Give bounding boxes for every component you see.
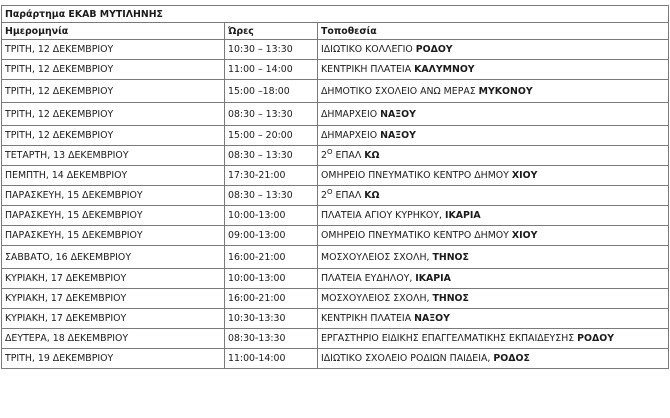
table-header-row bbox=[2, 23, 669, 40]
date-cell: ΠΑΡΑΣΚΕΥΗ, 15 ΔΕΚΕΜΒΡΙΟΥ bbox=[2, 206, 225, 226]
location-text: ΕΡΓΑΣΤΗΡΙΟ ΕΙΔΙΚΗΣ ΕΠΑΓΓΕΛΜΑΤΙΚΗΣ ΕΚΠΑΙΔΕΥΣΗΣ bbox=[321, 333, 578, 344]
location-text: ΠΛΑΤΕΙΑ ΕΥΔΗΛΟΥ, bbox=[321, 273, 416, 284]
table-row bbox=[2, 60, 669, 80]
location-text: ΟΜΗΡΕΙΟ ΠΝΕΥΜΑΤΙΚΟ ΚΕΝΤΡΟ ΔΗΜΟΥ bbox=[321, 170, 512, 181]
table-row bbox=[2, 40, 669, 60]
table-row bbox=[2, 166, 669, 186]
hours-cell: 10:30 – 13:30 bbox=[225, 40, 318, 60]
location-text: ΕΠΑΛ bbox=[332, 150, 365, 161]
hours-cell: 08:30 – 13:30 bbox=[225, 146, 318, 166]
location-text: ΟΜΗΡΕΙΟ ΠΝΕΥΜΑΤΙΚΟ ΚΕΝΤΡΟ ΔΗΜΟΥ bbox=[321, 230, 512, 241]
date-cell: ΤΡΙΤΗ, 12 ΔΕΚΕΜΒΡΙΟΥ bbox=[2, 60, 225, 80]
date-cell: ΚΥΡΙΑΚΗ, 17 ΔΕΚΕΜΒΡΙΟΥ bbox=[2, 269, 225, 289]
date-cell: ΤΡΙΤΗ, 12 ΔΕΚΕΜΒΡΙΟΥ bbox=[2, 126, 225, 146]
hours-cell: 08:30-13:30 bbox=[225, 329, 318, 349]
table-row bbox=[2, 226, 669, 246]
location-text: ΜΟΣΧΟΥΛΕΙΟΣ ΣΧΟΛΗ, bbox=[321, 293, 433, 304]
date-cell: ΔΕΥΤΕΡΑ, 18 ΔΕΚΕΜΒΡΙΟΥ bbox=[2, 329, 225, 349]
date-cell: ΤΡΙΤΗ, 12 ΔΕΚΕΜΒΡΙΟΥ bbox=[2, 103, 225, 126]
location-cell bbox=[318, 186, 669, 206]
date-cell: ΠΕΜΠΤΗ, 14 ΔΕΚΕΜΒΡΙΟΥ bbox=[2, 166, 225, 186]
hours-cell: 10:00-13:00 bbox=[225, 206, 318, 226]
hours-cell: 08:30 – 13:30 bbox=[225, 103, 318, 126]
hours-cell: 16:00-21:00 bbox=[225, 246, 318, 269]
location-cell bbox=[318, 80, 669, 103]
table-row bbox=[2, 103, 669, 126]
location-place: ΜΥΚΟΝΟΥ bbox=[478, 85, 533, 97]
location-place: ΝΑΞΟΥ bbox=[380, 130, 416, 141]
location-text: ΙΔΙΩΤΙΚΟ ΚΟΛΛΕΓΙΟ bbox=[321, 44, 416, 55]
location-text: ΔΗΜΑΡΧΕΙΟ bbox=[321, 130, 381, 141]
hours-cell: 09:00-13:00 bbox=[225, 226, 318, 246]
ordinal-suffix: Ο bbox=[326, 188, 333, 196]
table-row bbox=[2, 80, 669, 103]
hours-cell: 08:30 – 13:30 bbox=[225, 186, 318, 206]
table-row bbox=[2, 206, 669, 226]
location-text: ΠΛΑΤΕΙΑ ΑΓΙΟΥ ΚΥΡΗΚΟΥ, bbox=[321, 210, 445, 221]
table-row bbox=[2, 329, 669, 349]
schedule-table bbox=[1, 5, 669, 369]
location-cell bbox=[318, 289, 669, 309]
date-cell: ΠΑΡΑΣΚΕΥΗ, 15 ΔΕΚΕΜΒΡΙΟΥ bbox=[2, 186, 225, 206]
table-row bbox=[2, 126, 669, 146]
ordinal-suffix: Ο bbox=[326, 148, 333, 156]
location-cell bbox=[318, 146, 669, 166]
location-cell bbox=[318, 226, 669, 246]
location-place: ΙΚΑΡΙΑ bbox=[444, 210, 481, 221]
location-cell bbox=[318, 269, 669, 289]
location-text: ΜΟΣΧΟΥΛΕΙΟΣ ΣΧΟΛΗ, bbox=[321, 251, 433, 263]
column-header-date: Ημερομηνία bbox=[2, 23, 225, 40]
date-cell: ΚΥΡΙΑΚΗ, 17 ΔΕΚΕΜΒΡΙΟΥ bbox=[2, 289, 225, 309]
location-place: ΧΙΟΥ bbox=[511, 170, 538, 181]
hours-cell: 10:30-13:30 bbox=[225, 309, 318, 329]
location-place: ΤΗΝΟΣ bbox=[432, 293, 469, 304]
column-header-location: Τοποθεσία bbox=[318, 23, 669, 40]
date-cell: ΚΥΡΙΑΚΗ, 17 ΔΕΚΕΜΒΡΙΟΥ bbox=[2, 309, 225, 329]
location-cell bbox=[318, 60, 669, 80]
location-cell bbox=[318, 206, 669, 226]
location-text: ΙΔΙΩΤΙΚΟ ΣΧΟΛΕΙΟ ΡΟΔΙΩΝ ΠΑΙΔΕΙΑ, bbox=[321, 353, 494, 364]
location-place: ΙΚΑΡΙΑ bbox=[415, 273, 451, 284]
table-title-row bbox=[2, 6, 669, 23]
location-place: ΧΙΟΥ bbox=[511, 230, 538, 241]
location-text: ΔΗΜΑΡΧΕΙΟ bbox=[321, 108, 381, 120]
table-row bbox=[2, 246, 669, 269]
table-row bbox=[2, 349, 669, 369]
hours-cell: 11:00 – 14:00 bbox=[225, 60, 318, 80]
table-row bbox=[2, 186, 669, 206]
date-cell: ΤΡΙΤΗ, 12 ΔΕΚΕΜΒΡΙΟΥ bbox=[2, 80, 225, 103]
hours-cell: 16:00-21:00 bbox=[225, 289, 318, 309]
location-text: ΚΕΝΤΡΙΚΗ ΠΛΑΤΕΙΑ bbox=[321, 313, 415, 324]
location-place: ΚΑΛΥΜΝΟΥ bbox=[414, 64, 475, 75]
location-cell bbox=[318, 166, 669, 186]
ordinal-number: 2 bbox=[321, 150, 327, 161]
date-cell: ΣΑΒΒΑΤΟ, 16 ΔΕΚΕΜΒΡΙΟΥ bbox=[2, 246, 225, 269]
table-row bbox=[2, 309, 669, 329]
date-cell: ΠΑΡΑΣΚΕΥΗ, 15 ΔΕΚΕΜΒΡΙΟΥ bbox=[2, 226, 225, 246]
hours-cell: 10:00-13:00 bbox=[225, 269, 318, 289]
location-text: ΚΕΝΤΡΙΚΗ ΠΛΑΤΕΙΑ bbox=[321, 64, 415, 75]
table-title: Παράρτημα ΕΚΑΒ ΜΥΤΙΛΗΝΗΣ bbox=[2, 6, 669, 23]
location-cell bbox=[318, 329, 669, 349]
date-cell: ΤΕΤΑΡΤΗ, 13 ΔΕΚΕΜΒΡΙΟΥ bbox=[2, 146, 225, 166]
hours-cell: 11:00-14:00 bbox=[225, 349, 318, 369]
location-cell bbox=[318, 349, 669, 369]
date-cell: ΤΡΙΤΗ, 12 ΔΕΚΕΜΒΡΙΟΥ bbox=[2, 40, 225, 60]
location-place: ΝΑΞΟΥ bbox=[414, 313, 450, 324]
location-cell bbox=[318, 126, 669, 146]
location-place: ΝΑΞΟΥ bbox=[380, 108, 416, 120]
location-cell bbox=[318, 40, 669, 60]
location-cell bbox=[318, 103, 669, 126]
hours-cell: 15:00 –18:00 bbox=[225, 80, 318, 103]
location-place: ΡΟΔΟΥ bbox=[415, 44, 453, 55]
location-place: ΚΩ bbox=[364, 150, 380, 161]
hours-cell: 15:00 – 20:00 bbox=[225, 126, 318, 146]
table-row bbox=[2, 146, 669, 166]
date-cell: ΤΡΙΤΗ, 19 ΔΕΚΕΜΒΡΙΟΥ bbox=[2, 349, 225, 369]
table-row bbox=[2, 289, 669, 309]
table-row bbox=[2, 269, 669, 289]
location-place: ΤΗΝΟΣ bbox=[432, 251, 469, 263]
location-place: ΡΟΔΟΣ bbox=[493, 353, 530, 364]
location-cell bbox=[318, 309, 669, 329]
location-text: ΕΠΑΛ bbox=[332, 190, 365, 201]
ordinal-number: 2 bbox=[321, 190, 327, 201]
location-place: ΡΟΔΟΥ bbox=[577, 333, 615, 344]
hours-cell: 17:30-21:00 bbox=[225, 166, 318, 186]
location-place: ΚΩ bbox=[364, 190, 380, 201]
location-cell bbox=[318, 246, 669, 269]
location-text: ΔΗΜΟΤΙΚΟ ΣΧΟΛΕΙΟ ΑΝΩ ΜΕΡΑΣ bbox=[321, 85, 479, 97]
column-header-hours: Ώρες bbox=[225, 23, 318, 40]
